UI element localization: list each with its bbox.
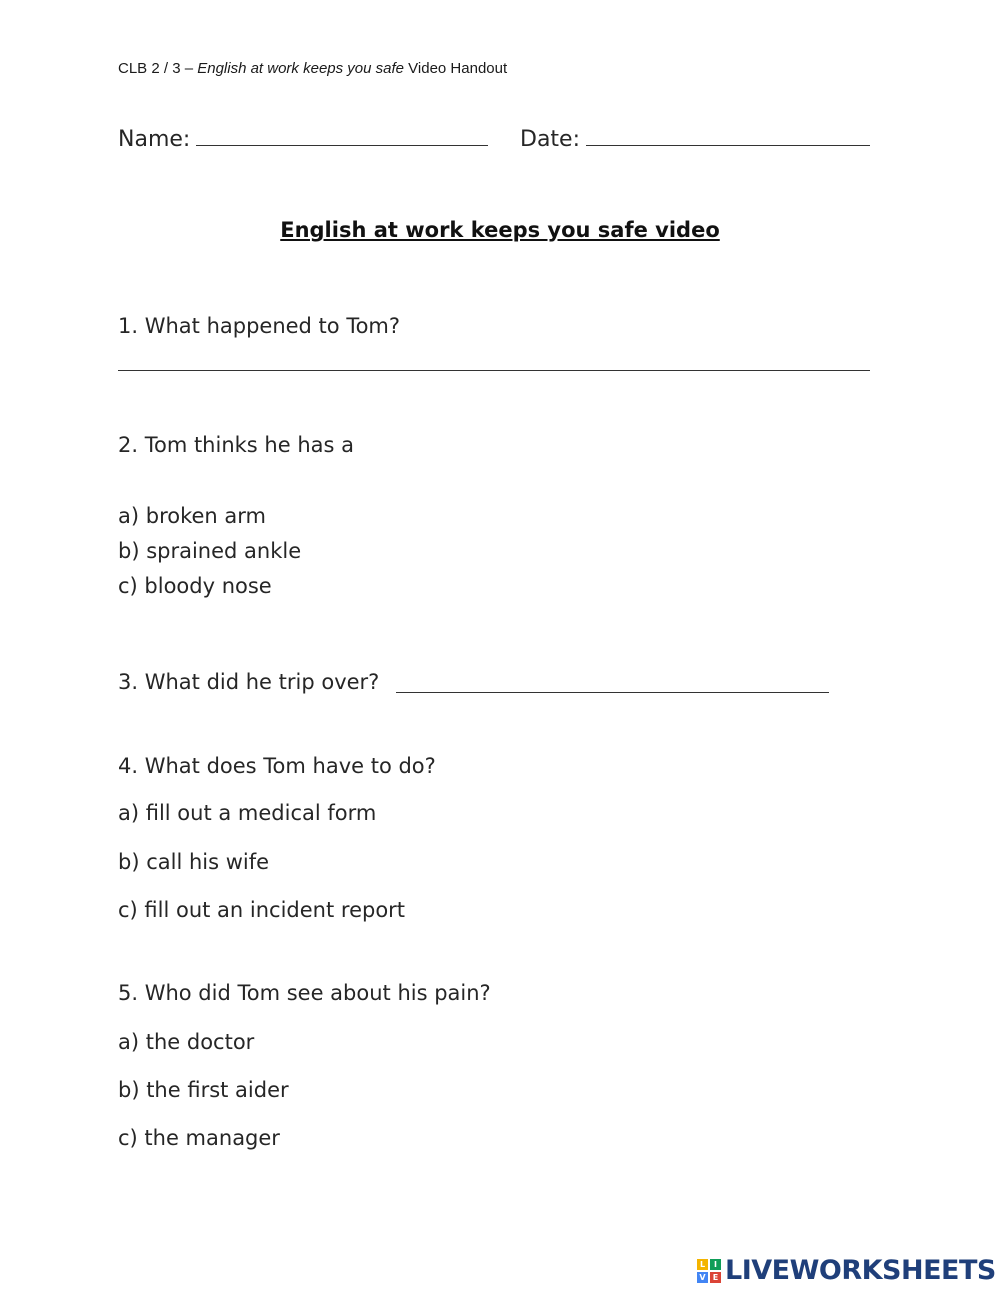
- answer-line-3[interactable]: [396, 672, 829, 693]
- date-blank[interactable]: [586, 121, 870, 146]
- answer-line-1[interactable]: [118, 350, 870, 371]
- question-4: 4. What does Tom have to do?: [118, 754, 436, 778]
- option-4b[interactable]: b) call his wife: [118, 850, 270, 874]
- question-5: 5. Who did Tom see about his pain?: [118, 981, 491, 1005]
- option-2c[interactable]: c) bloody nose: [118, 574, 272, 598]
- question-2: 2. Tom thinks he has a: [118, 433, 354, 457]
- logo-block-l: L: [697, 1259, 708, 1270]
- option-5b[interactable]: b) the first aider: [118, 1078, 289, 1102]
- logo-block-e: E: [710, 1272, 721, 1283]
- option-5c[interactable]: c) the manager: [118, 1126, 280, 1150]
- liveworksheets-logo[interactable]: [697, 1255, 996, 1286]
- logo-block-i: I: [710, 1259, 721, 1270]
- page-title: English at work keeps you safe video: [280, 218, 720, 242]
- header-suffix: Video Handout: [404, 60, 508, 77]
- header-prefix: CLB 2 / 3 –: [118, 60, 198, 77]
- name-field: [118, 121, 488, 152]
- date-field: [520, 121, 870, 152]
- option-2b[interactable]: b) sprained ankle: [118, 539, 302, 563]
- date-label: Date:: [520, 127, 580, 152]
- question-3: 3. What did he trip over?: [118, 670, 380, 694]
- document-header: [118, 60, 507, 77]
- logo-text: LIVEWORKSHEETS: [725, 1255, 996, 1286]
- logo-block-v: V: [697, 1272, 708, 1283]
- header-italic-title: English at work keeps you safe: [197, 60, 404, 77]
- name-blank[interactable]: [196, 121, 488, 146]
- question-1: 1. What happened to Tom?: [118, 314, 401, 338]
- logo-blocks-icon: [697, 1259, 721, 1283]
- option-4c[interactable]: c) fill out an incident report: [118, 898, 406, 922]
- name-label: Name:: [118, 127, 191, 152]
- option-4a[interactable]: a) fill out a medical form: [118, 801, 377, 825]
- option-5a[interactable]: a) the doctor: [118, 1030, 255, 1054]
- option-2a[interactable]: a) broken arm: [118, 504, 266, 528]
